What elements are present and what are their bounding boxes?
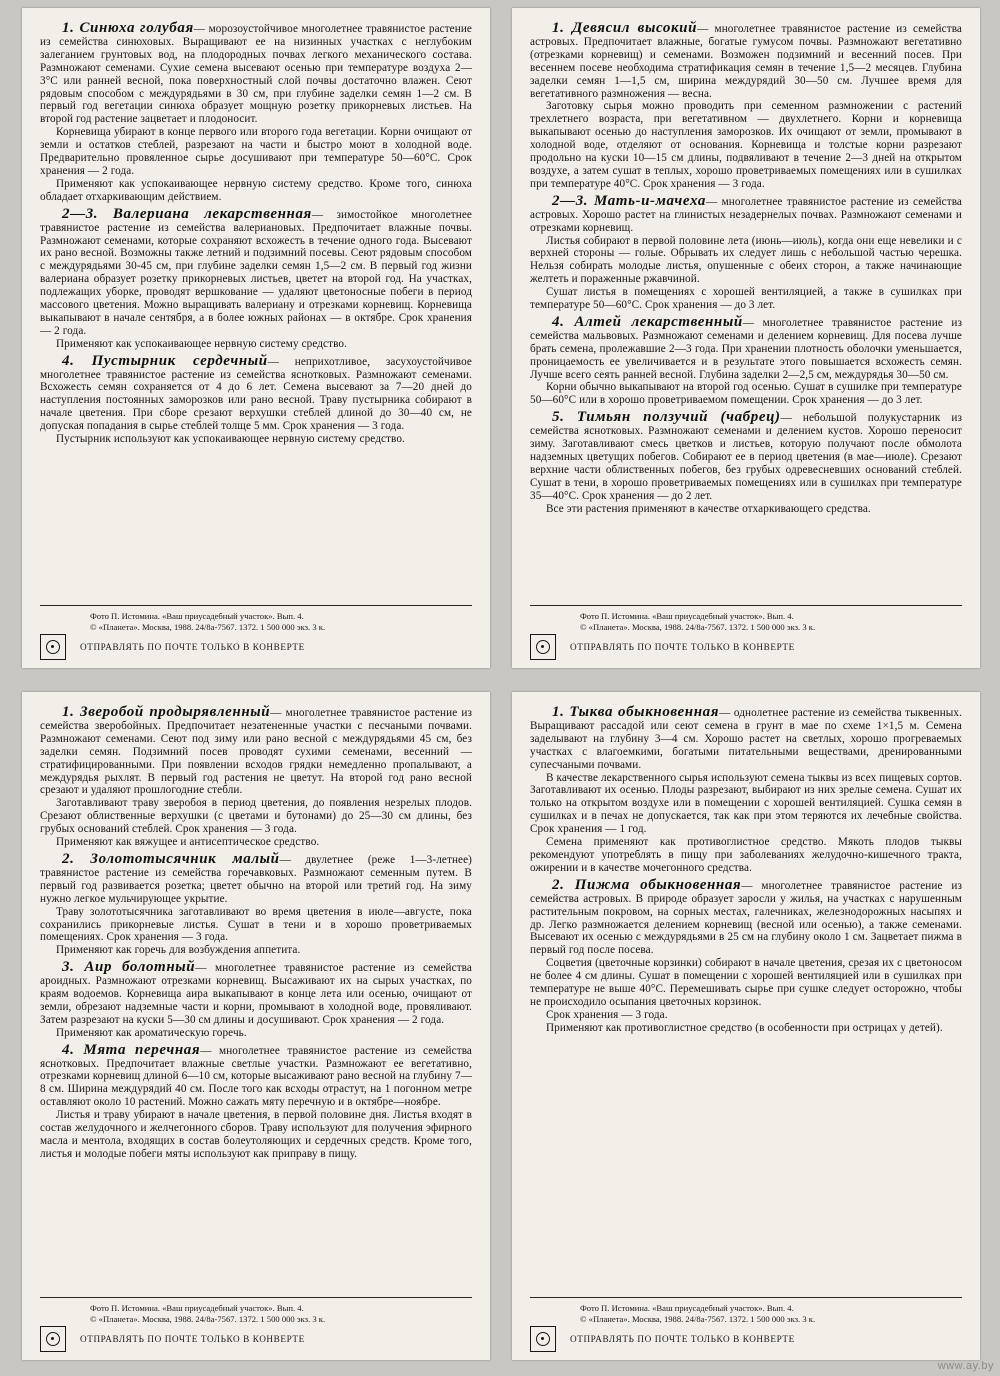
entry-lead: — многолетнее травянистое растение из семейства астровых. Предпочитает влажные, богатые гумусом почвы. Размножают вегетативно (отрезками корневищ) и семенами. Возможен подзимний и весенний посев. При весеннем посеве необходима стратификация семян в течение 1,5—2 месяцев. Глубина заделки семян 1—1,5 см, ширина междурядий 30—50 см. Лучшее время для вегетативного размножения — весна.	[530, 23, 962, 100]
credits-line-1: Фото П. Истомина. «Ваш приусадебный участок». Вып. 4.	[90, 1303, 304, 1313]
footer-divider	[40, 605, 472, 606]
entry-lead: — двулетнее (реже 1—3-летнее) травянистое растение из семейства горечавковых. Размножают семенным путем. В первый год развивается розетка; цветет обычно на второй или третий год. На зиму нужно легкое мульчирующее укрытие.	[40, 853, 472, 905]
entry-title: 4. Пустырник сердечный	[62, 352, 268, 369]
entry-lead: — многолетнее травянистое растение из семейства астровых. В природе образует заросли у жилья, на участках с нарушенным растительным покровом, на сорных местах, галечниках, железнодорожных насыпях и др. Легко размножается делением корневищ (весной или осенью), а также семенами. Высевают их осенью с междурядьями в 25 см на глубину около 1 см. Зацветает пижма в первый год после посева.	[530, 879, 962, 957]
mail-instruction: ОТПРАВЛЯТЬ ПО ПОЧТЕ ТОЛЬКО В КОНВЕРТЕ	[570, 642, 795, 652]
entry-mat-i-macheha	[530, 192, 962, 312]
card-footer	[530, 605, 962, 660]
card-top-left	[22, 8, 490, 668]
entry-lead: — зимостойкое многолетнее травянистое растение из семейства валериановых. Предпочитает влажные почвы. Размножают семенами, которые сохраняют всхожесть в течение одного года. Высевают их рано весной. Возможны также летний и подзимний посевы. Сеют рядовым способом с междурядьями 30-45 см, при глубине заделки семян 1,5—2 см. В первый год жизни валериана образует розетку прикорневых листьев, цветет на второй год. На участках, подлежащих уборке, проводят вершкование — удаляют цветоносные побеги в период массового цветения. Можно выращивать валериану и отрезками корневищ. Корневища выкапывают в начале сентября, а в более южных районах — в октябре. Срок хранения — 2 года.	[40, 208, 472, 337]
entry-valeriana	[40, 205, 472, 351]
credits-line-2: © «Планета». Москва, 1988. 24/8а-7567. 1372. 1 500 000 экз. 3 к.	[90, 621, 326, 632]
entry-title: 4. Алтей лекарственный	[552, 313, 743, 330]
credits-line-1: Фото П. Истомина. «Ваш приусадебный участок». Вып. 4.	[90, 611, 304, 621]
entry-myata-perechnaya	[40, 1041, 472, 1161]
entry-lead: — многолетнее травянистое растение из семейства яснотковых. Предпочитает влажные светлые участки. Размножают ее вегетативно, отрезками корневищ длиной 6—10 см, которые высаживают рано весной на глубину 7—8 см. Ширина междурядий 40 см. После того как всходы отрастут, на 1 погонном метре оставляют около 10 растений. Можно сажать мяту перечную и в октябре—ноябре.	[40, 1044, 472, 1109]
planeta-publisher-logo-icon	[40, 634, 66, 660]
entry-title: 2. Золототысячник малый	[62, 850, 280, 867]
entry-altey	[530, 313, 962, 407]
card-footer	[530, 1297, 962, 1352]
footer-divider	[530, 1297, 962, 1298]
site-watermark: www.ay.by	[937, 1360, 994, 1372]
entry-paragraph: Заготовку сырья можно проводить при семенном размножении с растений трехлетнего возраста, при вегетативном — двухлетнего. Корни и корневища выкапывают осенью до наступления заморозков. Их очищают от земли, промывают в холодной воде, отделяют от основания. Корневища и толстые корни разрезают продольно на куски 10—15 см длины, подвяливают в течение 2—3 дней на открытом воздухе, а затем сушат в теплых, хорошо проветриваемых помещениях или в сушилках при температуре 40°С. Срок хранения — 3 года.	[530, 100, 962, 190]
credits-line-2: © «Планета». Москва, 1988. 24/8а-7567. 1372. 1 500 000 экз. 3 к.	[580, 1313, 816, 1324]
planeta-publisher-logo-icon	[530, 634, 556, 660]
credits-line-1: Фото П. Истомина. «Ваш приусадебный участок». Вып. 4.	[580, 1303, 794, 1313]
credits-line-1: Фото П. Истомина. «Ваш приусадебный участок». Вып. 4.	[580, 611, 794, 621]
mail-instruction: ОТПРАВЛЯТЬ ПО ПОЧТЕ ТОЛЬКО В КОНВЕРТЕ	[80, 642, 305, 652]
entry-lead: — морозоустойчивое многолетнее травянистое растение из семейства синюховых. Выращивают ее на низинных участках с неглубоким залеганием грунтовых вод, на плодородных почвах легкого механического состава. Размножают семенами. Сухие семена высевают осенью при температуре воздуха 2—3°С или ранней весной, пока поверхностный слой почвы достаточно влажен. Сеют рядовым способом с междурядьями в 30 см, при глубине заделки семян 1—2 см. В первый год вегетации синюха образует мощную розетку прикорневых листьев. На второй год растение зацветает и плодоносит.	[40, 23, 472, 126]
entry-paragraph: Сушат листья в помещениях с хорошей вентиляцией, а также в сушилках при температуре 50—60°С. Срок хранения — до 3 лет.	[530, 286, 962, 312]
entry-lead: — небольшой полукустарник из семейства яснотковых. Размножают семенами и делением кустов. Хорошо переносит зиму. Заготавливают смесь цветков и листьев, которую получают после обмолота надземных цветущих побегов. Собирают ее в период цветения (в мае—июле). Срезают верхние части облиственных побегов, без грубых одревесневших оснований стеблей. Сушат в тени, в хорошо проветриваемых помещениях или в сушилках при температуре 35—40°С. Срок хранения — до 2 лет.	[530, 412, 962, 502]
entry-title: 1. Синюха голубая	[62, 20, 194, 36]
entry-title: 5. Тимьян ползучий (чабрец)	[552, 409, 781, 426]
entry-paragraph: Применяют как противоглистное средство (в особенности при острицах у детей).	[546, 1021, 943, 1034]
entry-pizhma	[530, 876, 962, 1035]
entry-title: 2—3. Валериана лекарственная	[62, 205, 312, 222]
entry-devyasil	[530, 22, 962, 191]
entry-title: 2—3. Мать-и-мачеха	[552, 192, 706, 209]
entry-tykva	[530, 706, 962, 875]
entry-lead: — многолетнее травянистое растение из семейства зверобойных. Предпочитает незатененные участки с песчаными почвами. Размножают семенами. Сеют под зиму или рано весной с междурядьями 45 см, без заделки семян. Подзимний посев проводят сухими семенами, весенний — стратифицированными. При появлении всходов грядки немедленно пропалывают, а междурядья рыхлят. В первый год растения не цветут. На второй год рано весной срезают и удаляют прошлогодние стебли.	[40, 707, 472, 797]
card-bottom-left	[22, 692, 490, 1360]
credits-line-2: © «Планета». Москва, 1988. 24/8а-7567. 1372. 1 500 000 экз. 3 к.	[90, 1313, 326, 1324]
card-footer	[40, 1297, 472, 1352]
entry-title: 1. Девясил высокий	[552, 20, 698, 36]
card-footer	[40, 605, 472, 660]
entry-paragraph: Листья собирают в первой половине лета (июнь—июль), когда они еще невелики и с верхней стороны — голые. Обрывать их следует лишь с небольшой частью черешка. Нельзя собирать молодые листья, опушенные с обеих сторон, а также начинающие желтеть и пораженные ржавчиной.	[530, 234, 962, 286]
entry-paragraph: Семена применяют как противоглистное средство. Мякоть плодов тыквы рекомендуют употреблять в пищу при заболеваниях желудочно-кишечного тракта, ожирении и в качестве мочегонного средства.	[530, 836, 962, 874]
mail-instruction: ОТПРАВЛЯТЬ ПО ПОЧТЕ ТОЛЬКО В КОНВЕРТЕ	[570, 1334, 795, 1344]
entry-paragraph: В качестве лекарственного сырья используют семена тыквы из всех пищевых сортов. Заготавливают их осенью. Плоды разрезают, выбирают из них зрелые семена. Сушат их только на открытом воздухе или в помещении с хорошей вентиляцией. Сушка семян в сушилках и в печах не допускается, так как при этом теряются их лечебные свойства. Срок хранения — 1 год.	[530, 771, 962, 836]
entry-paragraph: Применяют как успокаивающее нервную систему средство.	[56, 337, 347, 350]
mail-instruction: ОТПРАВЛЯТЬ ПО ПОЧТЕ ТОЛЬКО В КОНВЕРТЕ	[80, 1334, 305, 1344]
entry-lead: — многолетнее травянистое растение из семейства ароидных. Размножают отрезками корневищ. Высаживают их на сырых участках, по краям водоемов. Корневища аира выкапывают в конце лета или осенью, очищают от земли, обрезают надземные части и корни, промывают в холодной воде, провяливают. Затем разрезают на куски 5—30 см длины и досушивают. Срок хранения — 2 года.	[40, 962, 472, 1026]
card-bottom-right	[512, 692, 980, 1360]
entry-title: 1. Тыква обыкновенная	[552, 704, 720, 720]
credits-line-2: © «Планета». Москва, 1988. 24/8а-7567. 1372. 1 500 000 экз. 3 к.	[580, 621, 816, 632]
planeta-publisher-logo-icon	[530, 1326, 556, 1352]
footer-divider	[40, 1297, 472, 1298]
entry-paragraph: Заготавливают траву зверобоя в период цветения, до появления незрелых плодов. Срезают облиственные верхушки (с цветами и бутонами) до 25—30 см длины, без грубых оснований стеблей. Срок хранения — 3 года.	[40, 797, 472, 836]
entry-paragraph: Листья и траву убирают в начале цветения, в первой половине дня. Листья входят в состав желудочного и желчегонного сборов. Траву используют для получения эфирного масла и ментола, входящих в состав болеутоляющих и сердечных средств. Кроме того, листья и молодые побеги мяты используют как приправу в пищу.	[40, 1109, 472, 1160]
footer-divider	[530, 605, 962, 606]
entry-paragraph: Применяют как успокаивающее нервную систему средство. Кроме того, синюха обладает отхаркивающим действием.	[40, 177, 472, 203]
entry-air-bolotny	[40, 961, 472, 1039]
entry-timyan	[530, 411, 962, 515]
entry-pustyrnik	[40, 352, 472, 446]
entry-lead: — неприхотливое, засухоустойчивое многолетнее травянистое растение из семейства яснотковых. Размножают семенами. Всхожесть семян сохраняется от 4 до 6 лет. Семена высевают за 7—20 дней до наступления постоянных заморозков или рано весной. Траву пустырника собирают в начале цветения. При сборе срезают верхушки стеблей длиной до 30—40 см, не допуская попадания в сырье стеблей толще 5 мм. Срок хранения — 3 года.	[40, 355, 472, 433]
entry-title: 4. Мята перечная	[62, 1041, 201, 1058]
entry-paragraph: Применяют как горечь для возбуждения аппетита.	[56, 944, 301, 957]
entry-lead: — многолетнее травянистое растение из семейства мальвовых. Размножают семенами и делением корневищ. Для посева лучше брать семена, пролежавшие 2—3 года. При хранении плотность оболочки уменьшается, проницаемость ее увеличивается и в результате этого повышается всхожесть семян. Лучше всего сеять ранней весной. Глубина заделки 2—2,5 см, междурядья 30—50 см.	[530, 316, 962, 381]
entry-paragraph: Корневища убирают в конце первого или второго года вегетации. Корни очищают от земли и остатков стеблей, разрезают на части и быстро моют в холодной воде. Предварительно провяленное сырье досушивают при температуре 50—60°С. Срок хранения — 2 года.	[40, 126, 472, 177]
planeta-publisher-logo-icon	[40, 1326, 66, 1352]
entry-paragraph: Траву золототысячника заготавливают во время цветения в июле—августе, пока сохранились прикорневые листья. Сушат в тени и в хорошо проветриваемых помещениях. Срок хранения — 3 года.	[40, 905, 472, 944]
entry-title: 3. Аир болотный	[62, 959, 196, 976]
entry-paragraph: Все эти растения применяют в качестве отхаркивающего средства.	[546, 502, 871, 515]
card-top-right	[512, 8, 980, 668]
entry-zveroboy	[40, 706, 472, 849]
entry-title: 2. Пижма обыкновенная	[552, 876, 742, 893]
entry-zolototysyachnik	[40, 850, 472, 957]
entry-title: 1. Зверобой продырявленный	[62, 704, 271, 720]
entry-paragraph: Срок хранения — 3 года.	[546, 1008, 668, 1021]
entry-paragraph: Пустырник используют как успокаивающее нервную систему средство.	[56, 433, 405, 446]
entry-paragraph: Применяют как ароматическую горечь.	[56, 1026, 247, 1039]
entry-paragraph: Применяют как вяжущее и антисептическое средство.	[56, 836, 320, 849]
entry-lead: — многолетнее травянистое растение из семейства астровых. Хорошо растет на глинистых незадернелых почвах. Размножают семенами и отрезками корневищ.	[530, 195, 962, 234]
entry-paragraph: Корни обычно выкапывают на второй год осенью. Сушат в сушилке при температуре 50—60°С или в хорошо проветриваемом помещении. Срок хранения — до 3 лет.	[530, 381, 962, 407]
entry-sinyukha	[40, 22, 472, 204]
entry-lead: — однолетнее растение из семейства тыквенных. Выращивают рассадой или сеют семена в грунт в мае по схеме 1×1,5 м. Семена заделывают на глубину 3—4 см. Хорошо растет на светлых, хорошо прогреваемых участках с влагоемкими, богатыми питательными веществами, дренированными супесчаными почвами.	[530, 707, 963, 771]
entry-paragraph: Соцветия (цветочные корзинки) собирают в начале цветения, срезая их с цветоносом не более 4 см длины. Сушат в помещении с хорошей вентиляцией или в сушилках при температуре не выше 40°С. Перемешивать сырье при сушке следует осторожно, чтобы не происходило осыпания цветочных корзинок.	[530, 957, 962, 1008]
